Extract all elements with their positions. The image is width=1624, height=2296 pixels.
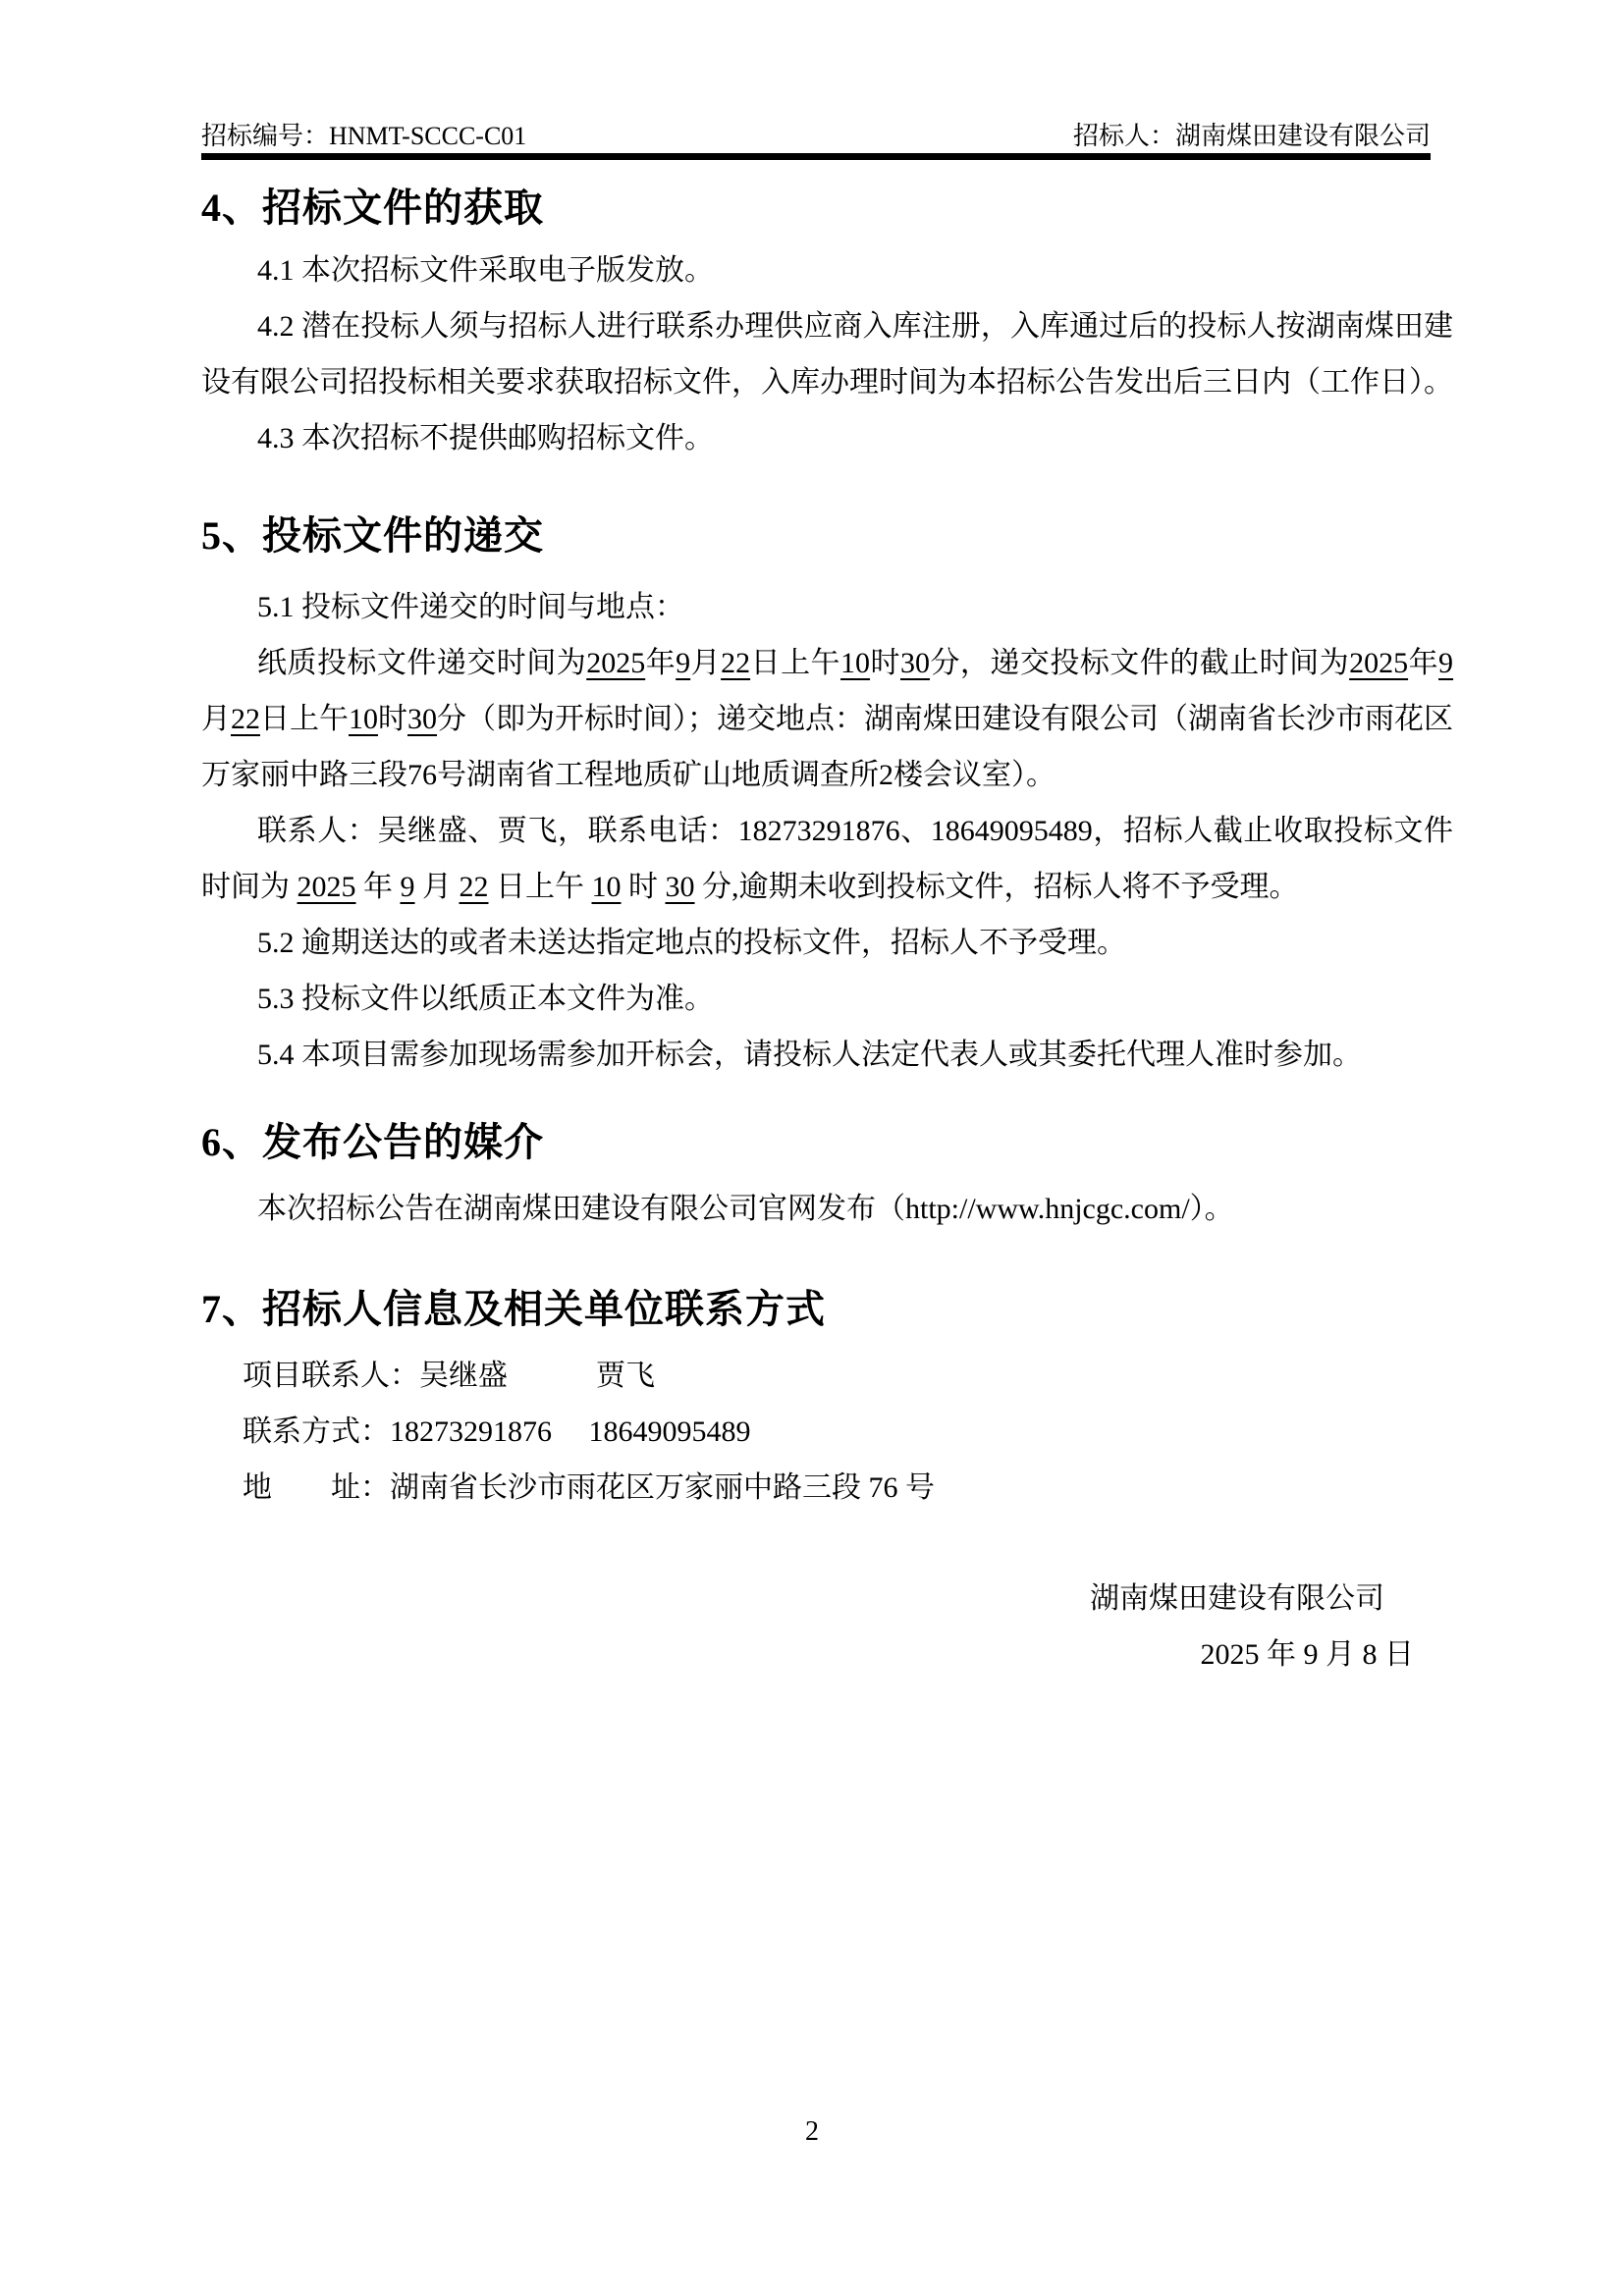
text-segment: 日上午 [260, 703, 349, 735]
paragraph-6-1: 本次招标公告在湖南煤田建设有限公司官网发布（http://www.hnjcgc.com/）。 [257, 1193, 1234, 1225]
underlined-value: 9 [676, 647, 691, 679]
section-6-body [201, 1181, 1453, 1237]
underlined-value: 10 [591, 871, 622, 903]
header-tender-number: 招标编号：HNMT-SCCC-C01 [201, 122, 527, 150]
underlined-value: 2025 [297, 871, 356, 903]
underlined-value: 2025 [586, 647, 646, 679]
text-segment: 联系人：吴继盛、贾飞，联系电话：18273291876、18649095489，招标人截止收取投标文件时间为 [201, 815, 1453, 903]
section-6-heading: 6、发布公告的媒介 [201, 1120, 544, 1164]
underlined-value: 10 [349, 703, 378, 735]
header-tenderer: 招标人：湖南煤田建设有限公司 [1072, 122, 1431, 150]
section-4-body [201, 242, 1453, 466]
paragraph-5-3: 5.3 投标文件以纸质正本文件为准。 [257, 983, 714, 1015]
text-segment: 时 [870, 647, 900, 679]
text-segment: 纸质投标文件递交时间为 [257, 647, 587, 679]
underlined-value: 30 [665, 871, 695, 903]
text-segment: 时 [378, 703, 407, 735]
paragraph-5-4: 5.4 本项目需参加现场需参加开标会，请投标人法定代表人或其委托代理人准时参加。 [257, 1039, 1362, 1071]
underlined-value: 22 [459, 871, 489, 903]
address-line: 地 址：湖南省长沙市雨花区万家丽中路三段 76 号 [243, 1471, 935, 1504]
section-5-body [201, 579, 1453, 1083]
signature-company: 湖南煤田建设有限公司 [1090, 1582, 1384, 1615]
text-segment: 月 [690, 647, 722, 679]
text-segment: 年 [355, 871, 401, 903]
document-page [201, 0, 1453, 1682]
text-segment: 分,逾期未收到投标文件，招标人将不予受理。 [694, 871, 1299, 903]
text-segment: 日上午 [750, 647, 841, 679]
paragraph-5-1: 5.1 投标文件递交的时间与地点： [257, 591, 684, 623]
text-segment: 月 [201, 703, 231, 735]
signature-block [201, 1571, 1453, 1682]
project-contact-line: 项目联系人：吴继盛 贾飞 [243, 1360, 655, 1392]
underlined-value: 30 [899, 647, 930, 679]
section-7-body [201, 1348, 1453, 1516]
paragraph-4-2: 4.2 潜在投标人须与招标人进行联系办理供应商入库注册，入库通过后的投标人按湖南煤田建设有限公司招投标相关要求获取招标文件，入库办理时间为本招标公告发出后三日内（工作日）。 [201, 310, 1453, 399]
text-segment: 日上午 [488, 871, 592, 903]
section-7-heading: 7、招标人信息及相关单位联系方式 [201, 1287, 826, 1331]
text-segment: 分，递交投标文件的截止时间为 [929, 647, 1350, 679]
underlined-value: 22 [721, 647, 751, 679]
paragraph-5-2: 5.2 逾期送达的或者未送达指定地点的投标文件，招标人不予受理。 [257, 927, 1126, 959]
section-4-heading: 4、招标文件的获取 [201, 186, 544, 230]
page-header [201, 123, 1431, 160]
paragraph-5-submission-time [201, 635, 1453, 803]
text-segment: 时 [621, 871, 666, 903]
underlined-value: 9 [400, 871, 415, 903]
text-segment: 月 [414, 871, 460, 903]
paragraph-4-3: 4.3 本次招标不提供邮购招标文件。 [257, 422, 714, 454]
underlined-value: 10 [840, 647, 871, 679]
signature-date: 2025 年 9 月 8 日 [1200, 1638, 1414, 1671]
underlined-value: 9 [1438, 647, 1454, 679]
text-segment: 年 [645, 647, 677, 679]
page-number: 2 [805, 2116, 819, 2147]
underlined-value: 22 [231, 703, 260, 735]
section-5-heading: 5、投标文件的递交 [201, 513, 544, 558]
paragraph-4-1: 4.1 本次招标文件采取电子版发放。 [257, 254, 714, 287]
text-segment: 分（即为开标时间）；递交地点：湖南煤田建设有限公司（湖南省长沙市雨花区万家丽中路三段76号湖南省工程地质矿山地质调查所2楼会议室）。 [201, 703, 1453, 791]
text-segment: 年 [1408, 647, 1439, 679]
contact-phone-line: 联系方式：18273291876 18649095489 [243, 1415, 751, 1448]
underlined-value: 2025 [1349, 647, 1409, 679]
paragraph-5-contacts [201, 803, 1453, 915]
underlined-value: 30 [407, 703, 437, 735]
